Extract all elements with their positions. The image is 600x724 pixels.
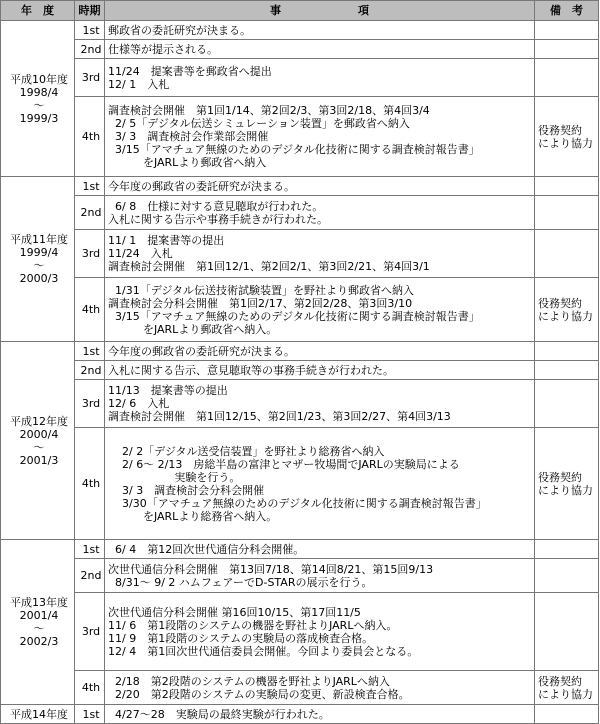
matters-cell [105, 196, 535, 230]
matter-line: 今年度の郵政省の委託研究が決まる。 [108, 179, 295, 193]
matter-line: 6/ 8 仕様に対する意見聴取が行われた。 [108, 199, 324, 213]
table-row [1, 540, 599, 559]
period-cell: 1st [75, 342, 105, 361]
table-row [1, 230, 599, 278]
year-cell [1, 705, 75, 724]
matter-line: 2/ 6～ 2/13 房総半島の富津とマザー牧場間でJARLの実験局による [108, 457, 460, 471]
year-range-start: 2001/4 [19, 609, 59, 622]
note-line: により協力 [538, 483, 593, 497]
year-tilde: ～ [33, 259, 45, 272]
matter-line: 6/ 4 第12回次世代通信分科会開催。 [108, 542, 305, 556]
matter-line: 3/ 3 調査検討会分科会開催 [108, 483, 265, 497]
year-year-label: 平成12年度 [10, 414, 68, 428]
matters-cell [105, 59, 535, 97]
note-line: 役務契約 [538, 123, 582, 137]
table-row [1, 380, 599, 428]
year-year-label: 平成11年度 [10, 233, 68, 246]
year-cell [1, 177, 75, 342]
matter-line: 12/ 1 入札 [108, 77, 170, 91]
period-cell: 4th [75, 671, 105, 705]
matters-cell [105, 559, 535, 593]
matter-line: をJARLより郵政省へ納入。 [108, 322, 278, 336]
notes-cell [535, 671, 599, 705]
matters-cell [105, 40, 535, 59]
period-cell: 1st [75, 177, 105, 196]
notes-cell [535, 40, 599, 59]
matter-line: 11/13 提案書等の提出 [108, 384, 228, 397]
matter-line: 11/24 入札 [108, 247, 173, 260]
matter-line: 今年度の郵政省の委託研究が決まる。 [108, 344, 295, 358]
notes-cell [535, 59, 599, 97]
year-range-end: 2000/3 [19, 272, 59, 285]
matter-line: 調査検討会開催 第1回1/14、第2回2/3、第3回2/18、第4回3/4 [108, 104, 430, 117]
year-cell [1, 540, 75, 705]
year-range-end: 2001/3 [19, 453, 59, 467]
notes-cell [535, 342, 599, 361]
header-year: 年 度 [1, 1, 75, 21]
year-range-end: 1999/3 [19, 111, 59, 125]
period-cell: 3rd [75, 593, 105, 671]
matter-line: 11/ 6 第1段階のシステムの機器を野社よりJARLへ納入。 [108, 618, 398, 632]
matter-line: 調査検討会開催 第1回12/1、第2回2/1、第3回2/21、第4回3/1 [108, 260, 430, 273]
matter-line: 実験を行う。 [108, 470, 241, 484]
year-year-label: 平成13年度 [10, 596, 68, 609]
notes-cell [535, 230, 599, 278]
period-cell: 2nd [75, 559, 105, 593]
period-cell: 4th [75, 97, 105, 177]
year-tilde: ～ [33, 622, 45, 635]
matters-cell [105, 230, 535, 278]
table-row [1, 196, 599, 230]
table-row [1, 705, 599, 724]
notes-cell [535, 559, 599, 593]
period-cell: 2nd [75, 196, 105, 230]
header-matters: 事 項 [105, 1, 535, 21]
notes-cell [535, 97, 599, 177]
matter-line: 11/ 1 提案書等の提出 [108, 234, 225, 247]
notes-cell [535, 21, 599, 40]
matter-line: 8/31～ 9/ 2 ハムフェアーでD-STARの展示を行う。 [108, 575, 373, 589]
table-row [1, 671, 599, 705]
year-range-start: 2000/4 [19, 427, 59, 441]
matter-line: 入札に関する告示、意見聴取等の事務手続きが行われた。 [108, 363, 394, 377]
matter-line: 3/ 3 調査検討会作業部会開催 [108, 130, 269, 143]
year-range-start: 1999/4 [19, 246, 59, 259]
notes-cell [535, 705, 599, 724]
period-cell: 4th [75, 428, 105, 540]
year-year-label: 平成10年度 [10, 72, 68, 86]
period-cell: 1st [75, 21, 105, 40]
period-cell: 2nd [75, 40, 105, 59]
table-row [1, 59, 599, 97]
header-notes: 備 考 [535, 1, 599, 21]
period-cell: 3rd [75, 380, 105, 428]
note-line: により協力 [538, 309, 593, 323]
header-row [1, 1, 599, 21]
matter-line: 2/20 第2段階のシステムの実験局の変更、新設検査合格。 [108, 687, 410, 701]
period-cell: 4th [75, 278, 105, 342]
matter-line: 調査検討会分科会開催 第1回2/17、第2回2/28、第3回3/10 [108, 296, 413, 310]
notes-cell [535, 380, 599, 428]
matters-cell [105, 97, 535, 177]
matter-line: 郵政省の委託研究が決まる。 [108, 23, 251, 37]
matters-cell [105, 177, 535, 196]
period-cell: 1st [75, 705, 105, 724]
year-cell [1, 342, 75, 540]
year-range-end: 2002/3 [19, 635, 59, 648]
table-row [1, 21, 599, 40]
period-cell: 1st [75, 540, 105, 559]
matter-line: 3/15「アマチュア無線のためのデジタル化技術に関する調査検討報告書」 [108, 143, 480, 156]
matter-line: 2/ 2「デジタル送受信装置」を野社より総務省へ納入 [108, 444, 385, 458]
notes-cell [535, 361, 599, 380]
year-tilde: ～ [33, 98, 45, 112]
matters-cell [105, 540, 535, 559]
table-row [1, 278, 599, 342]
note-line: 役務契約 [538, 674, 582, 688]
matters-cell [105, 361, 535, 380]
matters-cell [105, 428, 535, 540]
table-row [1, 593, 599, 671]
table-row [1, 97, 599, 177]
matter-line: 12/ 6 入札 [108, 397, 170, 410]
notes-cell [535, 278, 599, 342]
period-cell: 3rd [75, 230, 105, 278]
matter-line: 1/31「デジタル伝送技術試験装置」を野社より郵政省へ納入 [108, 283, 415, 297]
table-row [1, 428, 599, 540]
matters-cell [105, 705, 535, 724]
year-range-start: 1998/4 [19, 85, 59, 99]
notes-cell [535, 540, 599, 559]
notes-cell [535, 428, 599, 540]
note-line: により協力 [538, 687, 593, 701]
table-row [1, 361, 599, 380]
matter-line: 11/24 提案書等を郵政省へ提出 [108, 64, 272, 78]
notes-cell [535, 177, 599, 196]
year-tilde: ～ [33, 440, 45, 454]
matter-line: をJARLより総務省へ納入。 [108, 509, 278, 523]
note-line: により協力 [538, 136, 593, 150]
matters-cell [105, 21, 535, 40]
matters-cell [105, 380, 535, 428]
matter-line: 次世代通信分科会開催 第13回7/18、第14回8/21、第15回9/13 [108, 562, 434, 576]
matters-cell [105, 342, 535, 361]
matter-line: 4/27～28 実験局の最終実験が行われた。 [108, 707, 330, 721]
table-row [1, 342, 599, 361]
matter-line: 仕様等が提示される。 [108, 42, 218, 56]
year-cell [1, 21, 75, 177]
matter-line: をJARLより郵政省へ納入 [108, 156, 267, 169]
table-row [1, 559, 599, 593]
year-year-label: 平成14年度 [10, 707, 68, 721]
matters-cell [105, 671, 535, 705]
matter-line: 2/18 第2段階のシステムの機器を野社よりJARLへ納入 [108, 674, 390, 688]
header-period: 時期 [75, 1, 105, 21]
notes-cell [535, 196, 599, 230]
note-line: 役務契約 [538, 470, 582, 484]
period-cell: 3rd [75, 59, 105, 97]
matter-line: 入札に関する告示や事務手続きが行われた。 [108, 212, 328, 226]
matter-line: 3/15「アマチュア無線のためのデジタル化技術に関する調査検討報告書」 [108, 309, 480, 323]
matter-line: 次世代通信分科会開催 第16回10/15、第17回11/5 [108, 605, 361, 619]
matter-line: 3/30「アマチュア無線のためのデジタル化技術に関する調査検討報告書」 [108, 496, 487, 510]
matters-cell [105, 593, 535, 671]
matter-line: 12/ 4 第1回次世代通信委員会開催。今回より委員会となる。 [108, 644, 419, 658]
matter-line: 調査検討会開催 第1回12/15、第2回1/23、第3回2/27、第4回3/13 [108, 410, 451, 423]
table-body [1, 21, 599, 724]
matters-cell [105, 278, 535, 342]
note-line: 役務契約 [538, 296, 582, 310]
table-row [1, 177, 599, 196]
table-row [1, 40, 599, 59]
matter-line: 11/ 9 第1段階のシステムの実験局の落成検査合格。 [108, 631, 374, 645]
matter-line: 2/ 5「デジタル伝送シミュレーション装置」を郵政省へ納入 [108, 117, 410, 130]
period-cell: 2nd [75, 361, 105, 380]
notes-cell [535, 593, 599, 671]
